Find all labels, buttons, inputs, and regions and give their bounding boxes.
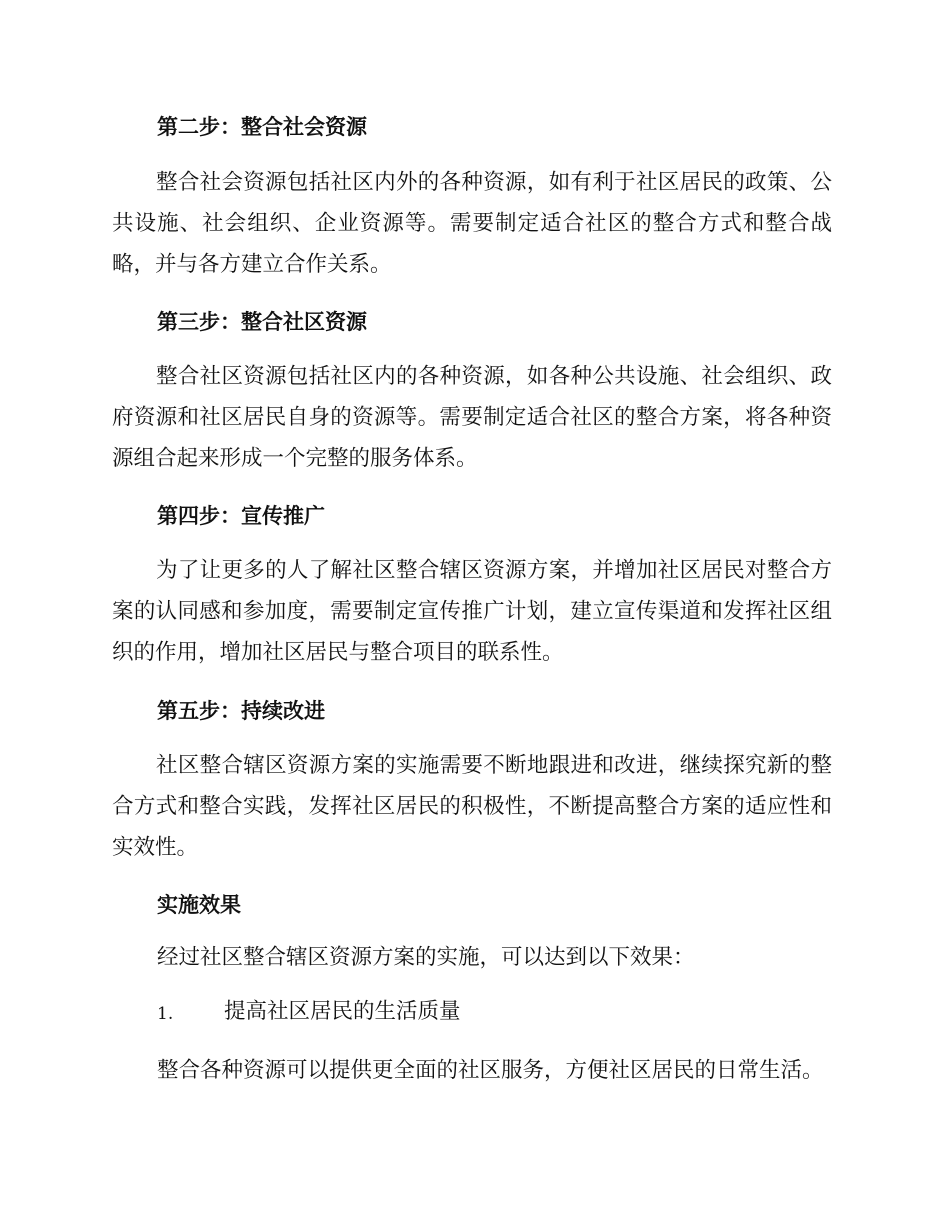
section-heading-step-three: 第三步：整合社区资源 [157, 309, 367, 334]
section-heading-step-four: 第四步：宣传推广 [157, 503, 325, 528]
section-body-step-five: 社区整合辖区资源方案的实施需要不断地跟进和改进，继续探究新的整合方式和整合实践，发挥社区居民的积极性，不断提高整合方案的适应性和实效性。 [112, 753, 832, 860]
list-item-body: 整合各种资源可以提供更全面的社区服务，方便社区居民的日常生活。 [157, 1058, 824, 1083]
section-body-step-three: 整合社区资源包括社区内的各种资源，如各种公共设施、社会组织、政府资源和社区居民自身的资源等。需要制定适合社区的整合方案，将各种资源组合起来形成一个完整的服务体系。 [112, 364, 832, 471]
section-heading-step-two: 第二步：整合社会资源 [157, 114, 367, 139]
results-heading: 实施效果 [157, 892, 241, 917]
section-heading-step-five: 第五步：持续改进 [157, 698, 325, 723]
list-item-title: 提高社区居民的生活质量 [224, 999, 461, 1024]
results-intro: 经过社区整合辖区资源方案的实施，可以达到以下效果： [157, 945, 695, 970]
section-body-step-four: 为了让更多的人了解社区整合辖区资源方案，并增加社区居民对整合方案的认同感和参加度，需要制定宣传推广计划，建立宣传渠道和发挥社区组织的作用，增加社区居民与整合项目的联系性。 [112, 558, 832, 665]
list-item-number: 1. [157, 1004, 174, 1024]
section-body-step-two: 整合社会资源包括社区内外的各种资源，如有利于社区居民的政策、公共设施、社会组织、企业资源等。需要制定适合社区的整合方式和整合战略，并与各方建立合作关系。 [112, 170, 832, 277]
